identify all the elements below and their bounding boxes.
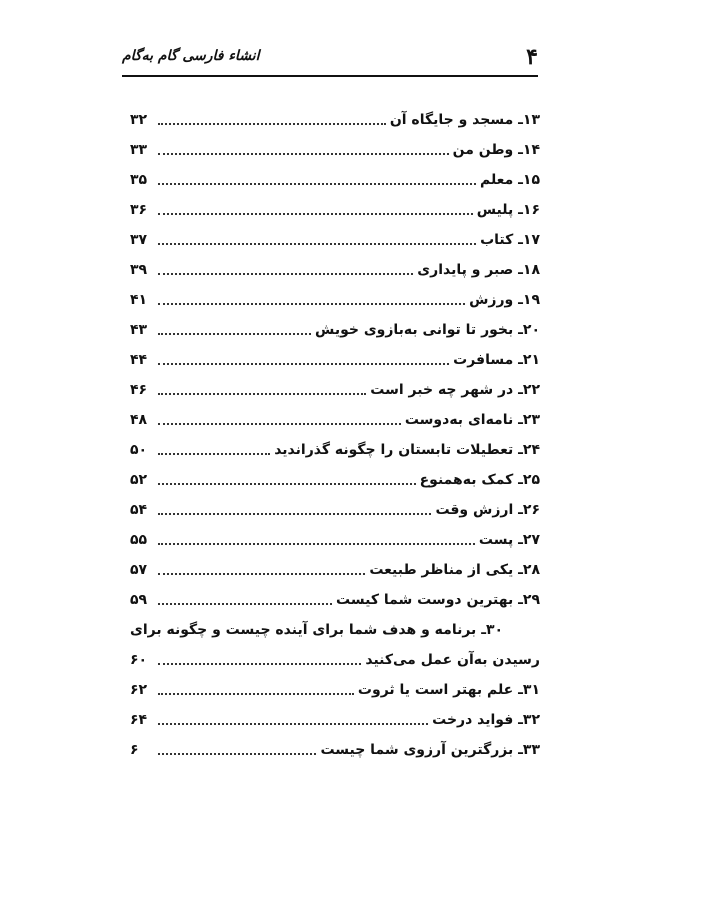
toc-entry [130,375,540,405]
toc-page-number: ۵۰ [130,442,148,458]
toc-title: ۳۲ـ فواید درخت [432,712,540,728]
toc-entry [130,645,540,675]
toc-page-number: ۳۷ [130,232,148,248]
toc-page-number: ۴۸ [130,412,148,428]
toc-page-number: ۵۴ [130,502,148,518]
toc-entry [130,435,540,465]
toc-title: ۱۸ـ صبر و پایداری [417,262,540,278]
toc-page-number: ۶۰ [130,652,148,668]
toc-entry [130,255,540,285]
toc-page-number: ۵۲ [130,472,148,488]
toc-entry [130,135,540,165]
toc-entry [130,285,540,315]
dot-leader [158,213,473,215]
dot-leader [158,423,401,425]
toc-entry [130,195,540,225]
toc-title: ۲۰ـ بخور تا توانی به‌بازوی خویش [315,322,540,338]
dot-leader [158,513,431,515]
dot-leader [158,603,332,605]
dot-leader [158,333,311,335]
toc-page-number: ۳۶ [130,202,148,218]
toc-page-number: ۴۱ [130,292,148,308]
toc-page-number: ۳۲ [130,112,148,128]
toc-title: ۱۴ـ وطن من [452,142,540,158]
toc-title: ۱۵ـ معلم [479,172,540,188]
toc-page-number: ۳۳ [130,142,148,158]
toc-title: ۲۵ـ کمک به‌همنوع [419,472,540,488]
toc-page-number: ۵۹ [130,592,148,608]
toc-entry [130,105,540,135]
toc-entry [130,675,540,705]
dot-leader [158,303,465,305]
dot-leader [158,573,365,575]
dot-leader [158,153,449,155]
toc-title: ۱۶ـ پلیس [476,202,540,218]
toc-page-number: ۴۶ [130,382,148,398]
toc-entry [130,405,540,435]
toc-title: ۲۹ـ بهترین دوست شما کیست [336,592,540,608]
toc-page-number: ۴۳ [130,322,148,338]
toc-entry [130,525,540,555]
toc-entry-first-line [130,615,540,645]
dot-leader [158,183,476,185]
table-of-contents [130,105,540,765]
dot-leader [158,453,270,455]
toc-title: ۲۸ـ یکی از مناظر طبیعت [369,562,540,578]
toc-entry [130,735,540,765]
toc-entry [130,585,540,615]
toc-title: ۲۴ـ تعطیلات تابستان را چگونه گذراندید [274,442,540,458]
toc-title: ۲۲ـ در شهر چه خبر است [370,382,540,398]
page-header [122,44,538,70]
dot-leader [158,393,366,395]
dot-leader [158,483,416,485]
toc-page-number: ۳۵ [130,172,148,188]
dot-leader [158,363,449,365]
page-number: ۴ [526,44,538,70]
toc-title: ۳۱ـ علم بهتر است یا ثروت [357,682,540,698]
dot-leader [158,693,354,695]
toc-entry [130,555,540,585]
toc-page-number: ۳۹ [130,262,148,278]
dot-leader [158,723,428,725]
toc-page-number: ۶۴ [130,712,148,728]
dot-leader [158,123,386,125]
dot-leader [158,273,413,275]
toc-page-number: ۵۷ [130,562,148,578]
toc-title: ۲۶ـ ارزش وقت [435,502,540,518]
toc-entry [130,165,540,195]
toc-title: ۱۳ـ مسجد و جایگاه آن [389,112,540,128]
toc-entry [130,345,540,375]
header-rule [122,75,538,77]
toc-title: ۲۱ـ مسافرت [453,352,540,368]
dot-leader [158,753,316,755]
toc-title: ۱۹ـ ورزش [469,292,540,308]
dot-leader [158,543,475,545]
toc-title: ۳۳ـ بزرگترین آرزوی شما چیست [320,742,540,758]
toc-title: ۲۷ـ پست [478,532,540,548]
toc-entry [130,225,540,255]
toc-page-number: ۵۵ [130,532,148,548]
dot-leader [158,243,476,245]
dot-leader [158,663,361,665]
toc-page-number: ۴۴ [130,352,148,368]
toc-entry [130,705,540,735]
toc-page-number: ۶۲ [130,682,148,698]
toc-title: ۱۷ـ کتاب [480,232,540,248]
toc-title: ۲۳ـ نامه‌ای به‌دوست [404,412,540,428]
toc-entry [130,495,540,525]
toc-page-number: ۶ [130,742,139,758]
toc-title: رسیدن به‌آن عمل می‌کنید [365,652,540,668]
toc-entry [130,315,540,345]
toc-title: ۳۰ـ برنامه و هدف شما برای آینده چیست و چگونه برای [130,622,504,638]
running-title: انشاء فارسی گام به‌گام [122,48,260,64]
toc-entry [130,465,540,495]
